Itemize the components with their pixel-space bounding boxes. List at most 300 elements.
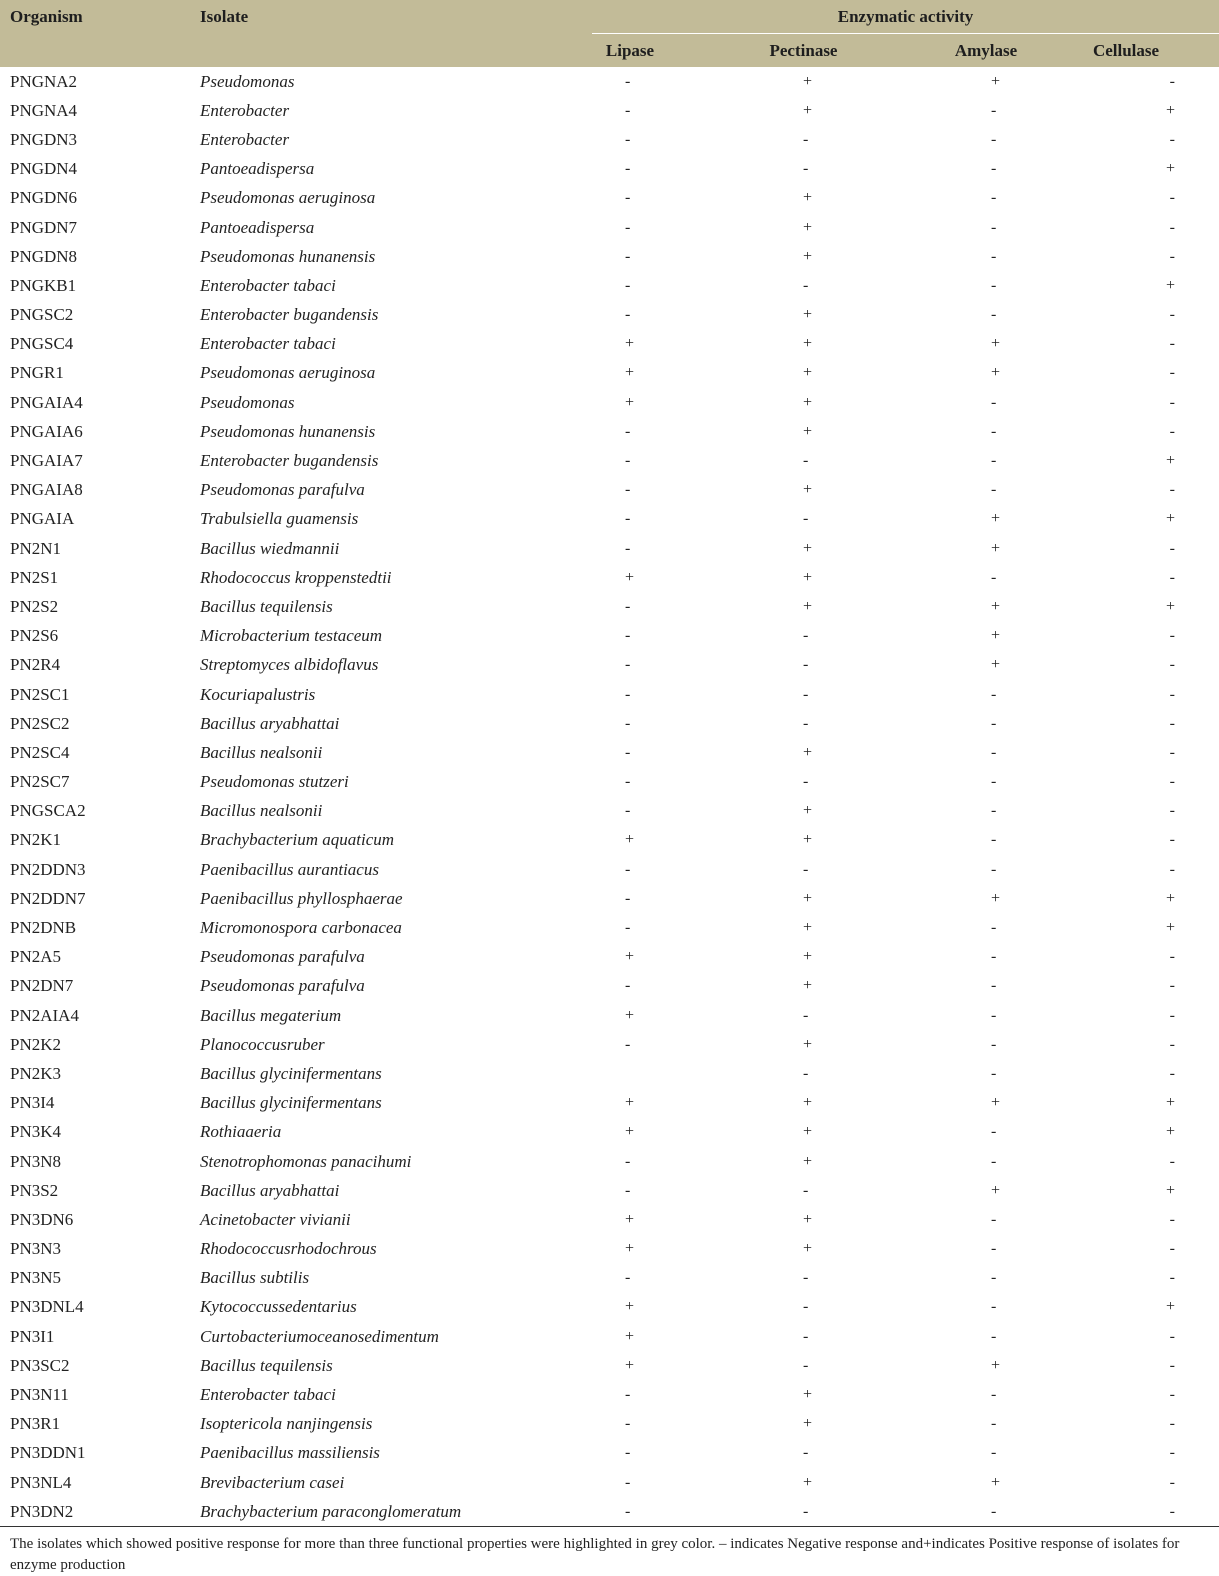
cell-isolate: Bacillus nealsonii [200, 801, 323, 821]
cell-organism: PNGAIA7 [10, 451, 83, 471]
cell-organism: PNGDN7 [10, 217, 78, 237]
cell-amylase: - [991, 977, 997, 995]
cell-isolate: Planococcusruber [200, 1034, 325, 1054]
cell-cellulase: - [1169, 656, 1175, 674]
table-row [0, 505, 1219, 534]
table-row [0, 155, 1219, 184]
cell-lipase: - [625, 539, 631, 557]
table-row [0, 534, 1219, 563]
cell-pectinase: + [803, 218, 813, 236]
cell-pectinase: + [803, 1473, 813, 1491]
cell-organism: PN3N3 [10, 1239, 62, 1259]
cell-lipase: - [625, 189, 631, 207]
cell-lipase: - [625, 276, 631, 294]
cell-pectinase: - [803, 130, 809, 148]
cell-amylase: + [991, 1356, 1001, 1374]
table-row [0, 96, 1219, 125]
cell-lipase: + [625, 335, 635, 353]
table-row [0, 476, 1219, 505]
cell-amylase: - [991, 393, 997, 411]
cell-lipase: - [625, 1502, 631, 1520]
cell-organism: PN3DNL4 [10, 1297, 84, 1317]
cell-organism: PNGR1 [10, 363, 64, 383]
cell-cellulase: - [1169, 773, 1175, 791]
table-row [0, 1030, 1219, 1059]
cell-lipase: + [625, 568, 635, 586]
cell-lipase: - [625, 1444, 631, 1462]
cell-pectinase: - [803, 860, 809, 878]
cell-amylase: - [991, 773, 997, 791]
cell-lipase: - [625, 627, 631, 645]
cell-pectinase: + [803, 743, 813, 761]
table-row [0, 1380, 1219, 1409]
cell-amylase: + [991, 510, 1001, 528]
cell-amylase: - [991, 1210, 997, 1228]
cell-pectinase: + [803, 948, 813, 966]
cell-lipase: - [625, 1386, 631, 1404]
cell-lipase: - [625, 714, 631, 732]
cell-organism: PN2S6 [10, 626, 59, 646]
cell-pectinase: - [803, 1356, 809, 1374]
cell-pectinase: + [803, 306, 813, 324]
cell-pectinase: + [803, 919, 813, 937]
cell-amylase: - [991, 714, 997, 732]
cell-isolate: Enterobacter [200, 100, 290, 120]
cell-cellulase: - [1169, 1152, 1175, 1170]
table-row [0, 184, 1219, 213]
table-row [0, 913, 1219, 942]
cell-organism: PN2N1 [10, 538, 62, 558]
cell-amylase: + [991, 72, 1001, 90]
cell-cellulase: + [1165, 1298, 1175, 1316]
cell-cellulase: - [1169, 860, 1175, 878]
table-header [0, 0, 1219, 67]
cell-pectinase: - [803, 1327, 809, 1345]
header-enzymatic-activity: Enzymatic activity [592, 0, 1219, 34]
cell-cellulase: - [1169, 714, 1175, 732]
cell-amylase: - [991, 1123, 997, 1141]
cell-cellulase: - [1169, 743, 1175, 761]
cell-organism: PN3S2 [10, 1180, 59, 1200]
table-row [0, 1205, 1219, 1234]
table-row [0, 768, 1219, 797]
cell-isolate: Pseudomonas parafulva [200, 480, 365, 500]
cell-lipase: - [625, 685, 631, 703]
cell-organism: PNGAIA4 [10, 392, 83, 412]
cell-pectinase: + [803, 568, 813, 586]
cell-organism: PNGKB1 [10, 275, 77, 295]
cell-pectinase: + [803, 1035, 813, 1053]
cell-pectinase: - [803, 627, 809, 645]
cell-cellulase: - [1169, 568, 1175, 586]
cell-isolate: Micromonospora carbonacea [200, 918, 402, 938]
cell-isolate: Pseudomonas aeruginosa [200, 188, 376, 208]
cell-amylase: + [991, 1181, 1001, 1199]
cell-pectinase: - [803, 160, 809, 178]
cell-amylase: - [991, 218, 997, 236]
table-row [0, 738, 1219, 767]
cell-isolate: Bacillus subtilis [200, 1268, 310, 1288]
cell-organism: PN2SC2 [10, 713, 70, 733]
cell-isolate: Enterobacter tabaci [200, 275, 336, 295]
cell-lipase: + [625, 831, 635, 849]
cell-amylase: - [991, 276, 997, 294]
header-lipase: Lipase [592, 34, 668, 68]
cell-isolate: Rhodococcusrhodochrous [200, 1239, 377, 1259]
cell-cellulase: - [1169, 831, 1175, 849]
cell-amylase: - [991, 1327, 997, 1345]
cell-pectinase: - [803, 1064, 809, 1082]
table-row [0, 1497, 1219, 1526]
cell-amylase: + [991, 889, 1001, 907]
cell-organism: PNGAIA [10, 509, 75, 529]
cell-cellulase: - [1169, 189, 1175, 207]
cell-amylase: - [991, 743, 997, 761]
cell-cellulase: - [1169, 627, 1175, 645]
cell-isolate: Pantoeadispersa [200, 217, 315, 237]
cell-pectinase: - [803, 1444, 809, 1462]
cell-lipase: - [625, 1415, 631, 1433]
cell-pectinase: + [803, 72, 813, 90]
cell-amylase: - [991, 1386, 997, 1404]
cell-lipase: - [625, 597, 631, 615]
table-row [0, 1089, 1219, 1118]
table-footnote: The isolates which showed positive response for more than three functional properties were highlighted in grey color. – indicates Negative response and+indicates Positive response of isolates for enzyme production [0, 1526, 1219, 1576]
cell-organism: PN2DN7 [10, 976, 74, 996]
cell-amylase: + [991, 539, 1001, 557]
cell-lipase: - [625, 218, 631, 236]
cell-isolate: Bacillus glycinifermentans [200, 1063, 382, 1083]
cell-lipase: + [625, 1356, 635, 1374]
cell-cellulase: - [1169, 218, 1175, 236]
table-row [0, 826, 1219, 855]
cell-lipase: - [625, 422, 631, 440]
table-row [0, 563, 1219, 592]
cell-organism: PN3N8 [10, 1151, 62, 1171]
cell-isolate: Enterobacter bugandensis [200, 451, 379, 471]
cell-pectinase: + [803, 1210, 813, 1228]
cell-amylase: - [991, 1298, 997, 1316]
cell-organism: PN2A5 [10, 947, 62, 967]
cell-amylase: + [991, 1094, 1001, 1112]
cell-pectinase: - [803, 276, 809, 294]
header-pectinase: Pectinase [668, 34, 939, 68]
cell-organism: PN3R1 [10, 1414, 61, 1434]
cell-cellulase: - [1169, 1269, 1175, 1287]
cell-lipase: - [625, 306, 631, 324]
cell-lipase: - [625, 1473, 631, 1491]
cell-lipase: + [625, 948, 635, 966]
table-row [0, 359, 1219, 388]
cell-lipase: - [625, 130, 631, 148]
cell-organism: PN2DDN7 [10, 888, 86, 908]
cell-organism: PN3NL4 [10, 1472, 72, 1492]
cell-pectinase: + [803, 364, 813, 382]
cell-isolate: Paenibacillus aurantiacus [200, 859, 379, 879]
table-row [0, 446, 1219, 475]
cell-amylase: - [991, 189, 997, 207]
cell-amylase: - [991, 1415, 997, 1433]
header-cellulase: Cellulase [1033, 34, 1219, 68]
cell-isolate: Enterobacter tabaci [200, 1385, 336, 1405]
table-row [0, 1293, 1219, 1322]
cell-cellulase: - [1169, 539, 1175, 557]
cell-lipase: + [625, 1094, 635, 1112]
cell-lipase [592, 1059, 668, 1088]
cell-isolate: Bacillus tequilensis [200, 596, 333, 616]
cell-amylase: - [991, 860, 997, 878]
cell-cellulase: - [1169, 72, 1175, 90]
cell-pectinase: - [803, 773, 809, 791]
cell-isolate: Pantoeadispersa [200, 159, 315, 179]
table-body [0, 67, 1219, 1526]
table-row [0, 271, 1219, 300]
cell-amylase: - [991, 1269, 997, 1287]
table-row [0, 1439, 1219, 1468]
cell-amylase: + [991, 656, 1001, 674]
table-row [0, 651, 1219, 680]
cell-cellulase: - [1169, 1006, 1175, 1024]
cell-pectinase: - [803, 1298, 809, 1316]
cell-cellulase: + [1165, 452, 1175, 470]
cell-cellulase: - [1169, 130, 1175, 148]
cell-amylase: - [991, 481, 997, 499]
cell-organism: PNGSC2 [10, 305, 74, 325]
cell-pectinase: + [803, 1415, 813, 1433]
cell-isolate: Bacillus aryabhattai [200, 713, 340, 733]
table-row [0, 855, 1219, 884]
table-row [0, 67, 1219, 96]
cell-isolate: Pseudomonas [200, 71, 295, 91]
cell-cellulase: - [1169, 1415, 1175, 1433]
cell-organism: PN3DN2 [10, 1501, 74, 1521]
cell-cellulase: - [1169, 802, 1175, 820]
cell-lipase: + [625, 1298, 635, 1316]
cell-isolate: Curtobacteriumoceanosedimentum [200, 1326, 439, 1346]
cell-pectinase: + [803, 1094, 813, 1112]
cell-cellulase: + [1165, 510, 1175, 528]
cell-cellulase: + [1165, 101, 1175, 119]
cell-cellulase: + [1165, 919, 1175, 937]
cell-amylase: - [991, 452, 997, 470]
cell-lipase: - [625, 1035, 631, 1053]
cell-organism: PN2K1 [10, 830, 62, 850]
table-row [0, 1322, 1219, 1351]
table-row [0, 1235, 1219, 1264]
table-row [0, 1468, 1219, 1497]
cell-amylase: - [991, 1152, 997, 1170]
cell-organism: PN2SC7 [10, 772, 70, 792]
cell-cellulase: + [1165, 160, 1175, 178]
cell-pectinase: - [803, 510, 809, 528]
cell-cellulase: + [1165, 1181, 1175, 1199]
cell-organism: PNGDN4 [10, 159, 78, 179]
cell-pectinase: + [803, 802, 813, 820]
cell-cellulase: - [1169, 481, 1175, 499]
cell-organism: PNGDN8 [10, 246, 78, 266]
cell-isolate: Bacillus tequilensis [200, 1355, 333, 1375]
cell-pectinase: + [803, 1152, 813, 1170]
cell-cellulase: + [1165, 276, 1175, 294]
cell-cellulase: + [1165, 1123, 1175, 1141]
cell-cellulase: - [1169, 1210, 1175, 1228]
cell-pectinase: + [803, 189, 813, 207]
cell-organism: PN2SC1 [10, 684, 70, 704]
cell-cellulase: - [1169, 1444, 1175, 1462]
table-row [0, 242, 1219, 271]
cell-lipase: - [625, 773, 631, 791]
cell-pectinase: - [803, 656, 809, 674]
cell-isolate: Paenibacillus phyllosphaerae [200, 888, 403, 908]
header-amylase: Amylase [939, 34, 1033, 68]
cell-cellulase: + [1165, 889, 1175, 907]
table-row [0, 417, 1219, 446]
table-row [0, 1001, 1219, 1030]
table-row [0, 213, 1219, 242]
cell-pectinase: + [803, 393, 813, 411]
cell-organism: PNGNA4 [10, 100, 78, 120]
cell-isolate: Pseudomonas parafulva [200, 947, 365, 967]
cell-isolate: Pseudomonas aeruginosa [200, 363, 376, 383]
cell-isolate: Microbacterium testaceum [200, 626, 383, 646]
table-row [0, 943, 1219, 972]
cell-isolate: Brachybacterium paraconglomeratum [200, 1501, 462, 1521]
cell-pectinase: + [803, 1240, 813, 1258]
cell-lipase: + [625, 1240, 635, 1258]
cell-lipase: - [625, 889, 631, 907]
cell-lipase: - [625, 247, 631, 265]
cell-lipase: - [625, 919, 631, 937]
cell-isolate: Trabulsiella guamensis [200, 509, 359, 529]
cell-pectinase: + [803, 539, 813, 557]
cell-organism: PN3K4 [10, 1122, 62, 1142]
cell-organism: PN2R4 [10, 655, 61, 675]
cell-lipase: - [625, 860, 631, 878]
cell-organism: PNGNA2 [10, 71, 78, 91]
cell-cellulase: - [1169, 393, 1175, 411]
cell-amylase: - [991, 1006, 997, 1024]
cell-amylase: - [991, 160, 997, 178]
cell-isolate: Brevibacterium casei [200, 1472, 345, 1492]
cell-isolate: Pseudomonas hunanensis [200, 246, 376, 266]
cell-lipase: - [625, 1181, 631, 1199]
cell-cellulase: - [1169, 335, 1175, 353]
cell-organism: PN3I1 [10, 1326, 55, 1346]
cell-cellulase: - [1169, 1502, 1175, 1520]
table-row [0, 1147, 1219, 1176]
cell-cellulase: - [1169, 247, 1175, 265]
cell-organism: PN3N5 [10, 1268, 62, 1288]
table-row [0, 1118, 1219, 1147]
cell-organism: PN2S2 [10, 596, 59, 616]
cell-amylase: - [991, 1064, 997, 1082]
cell-pectinase: + [803, 247, 813, 265]
cell-isolate: Rothiaaeria [200, 1122, 282, 1142]
cell-pectinase: + [803, 422, 813, 440]
table-row [0, 1264, 1219, 1293]
cell-organism: PN3I4 [10, 1093, 55, 1113]
cell-pectinase: - [803, 1269, 809, 1287]
cell-cellulase: - [1169, 1240, 1175, 1258]
cell-organism: PN2DDN3 [10, 859, 86, 879]
table-row [0, 972, 1219, 1001]
table-row [0, 301, 1219, 330]
cell-pectinase: + [803, 1386, 813, 1404]
table-row [0, 797, 1219, 826]
cell-cellulase: + [1165, 1094, 1175, 1112]
header-organism: Organism [0, 0, 190, 67]
cell-organism: PN3SC2 [10, 1355, 70, 1375]
cell-isolate: Acinetobacter vivianii [200, 1209, 351, 1229]
cell-pectinase: + [803, 101, 813, 119]
cell-pectinase: - [803, 452, 809, 470]
cell-isolate: Enterobacter tabaci [200, 334, 336, 354]
cell-lipase: - [625, 72, 631, 90]
table-row [0, 1410, 1219, 1439]
cell-cellulase: - [1169, 422, 1175, 440]
cell-isolate: Kytococcussedentarius [200, 1297, 357, 1317]
cell-amylase: - [991, 948, 997, 966]
cell-pectinase: + [803, 831, 813, 849]
cell-isolate: Pseudomonas hunanensis [200, 421, 376, 441]
cell-pectinase: + [803, 597, 813, 615]
cell-lipase: - [625, 802, 631, 820]
cell-amylase: + [991, 597, 1001, 615]
cell-lipase: + [625, 1006, 635, 1024]
cell-organism: PN3DDN1 [10, 1443, 86, 1463]
cell-organism: PN2K2 [10, 1034, 62, 1054]
cell-amylase: - [991, 831, 997, 849]
cell-lipase: - [625, 481, 631, 499]
cell-cellulase: - [1169, 948, 1175, 966]
cell-pectinase: - [803, 714, 809, 732]
cell-amylase: - [991, 685, 997, 703]
cell-isolate: Enterobacter bugandensis [200, 305, 379, 325]
cell-pectinase: - [803, 1502, 809, 1520]
cell-lipase: + [625, 393, 635, 411]
cell-isolate: Enterobacter [200, 129, 290, 149]
table-row [0, 125, 1219, 154]
cell-pectinase: + [803, 889, 813, 907]
header-isolate: Isolate [190, 0, 592, 67]
cell-cellulase: - [1169, 1064, 1175, 1082]
table-row [0, 1351, 1219, 1380]
cell-isolate: Stenotrophomonas panacihumi [200, 1151, 412, 1171]
cell-pectinase: - [803, 685, 809, 703]
cell-lipase: - [625, 977, 631, 995]
cell-pectinase: - [803, 1181, 809, 1199]
cell-organism: PN3DN6 [10, 1209, 74, 1229]
table-row [0, 709, 1219, 738]
cell-cellulase: - [1169, 306, 1175, 324]
cell-isolate: Rhodococcus kroppenstedtii [200, 567, 392, 587]
cell-amylase: - [991, 422, 997, 440]
cell-pectinase: - [803, 1006, 809, 1024]
cell-amylase: - [991, 1035, 997, 1053]
table-row [0, 680, 1219, 709]
cell-isolate: Pseudomonas parafulva [200, 976, 365, 996]
cell-amylase: - [991, 1240, 997, 1258]
cell-isolate: Bacillus glycinifermentans [200, 1093, 382, 1113]
cell-amylase: - [991, 130, 997, 148]
cell-pectinase: + [803, 335, 813, 353]
cell-lipase: - [625, 743, 631, 761]
cell-organism: PN2DNB [10, 918, 77, 938]
table-row [0, 330, 1219, 359]
cell-lipase: + [625, 364, 635, 382]
cell-isolate: Bacillus wiedmannii [200, 538, 340, 558]
cell-organism: PN2K3 [10, 1063, 62, 1083]
